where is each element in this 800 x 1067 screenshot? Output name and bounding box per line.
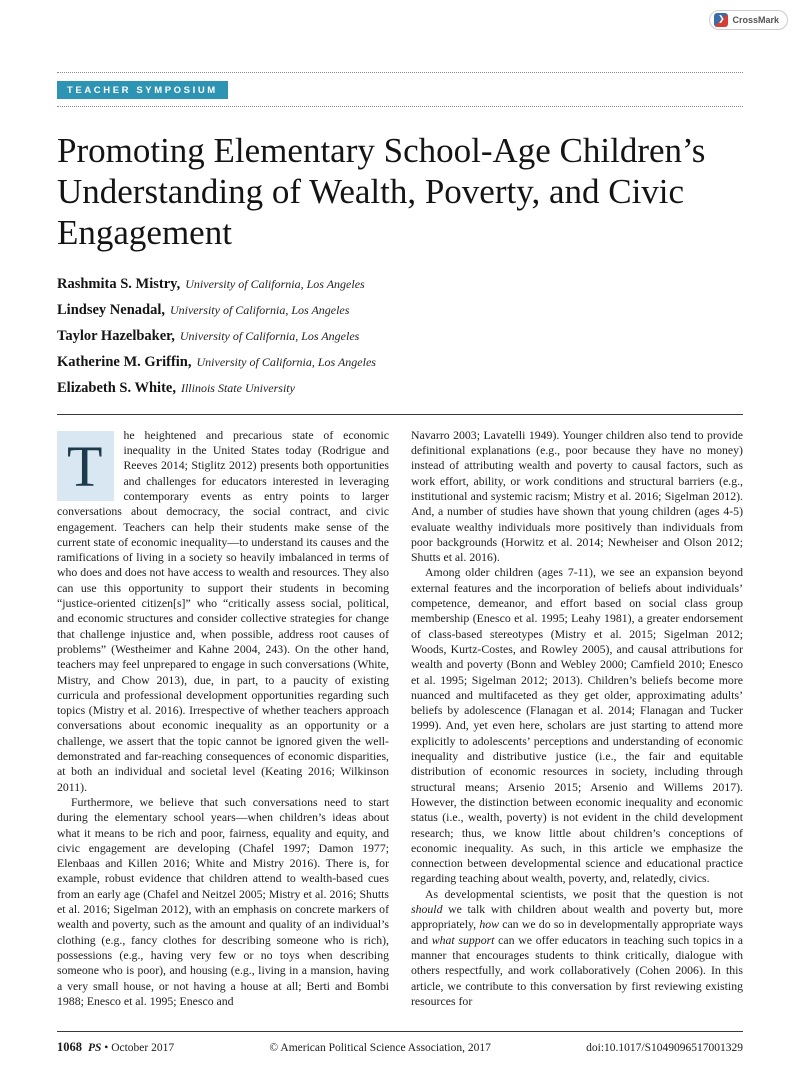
kicker-section — [57, 72, 743, 107]
right-paragraph-1: Navarro 2003; Lavatelli 1949). Younger children also tend to provide definitional explanations (e.g., poor because they have no money) instead of attributing wealth and poverty to causal factors, such as work effort, ability, or work conditions and structural barriers (e.g., institutional and systemic racism; Mistry et al. 2016; Sigelman 2012). And, a number of studies have shown that young children (ages 4-5) evaluate wealthy individuals more positively than individuals from poor backgrounds (Horwitz et al. 2014; Newheiser and Olson 2012; Shutts et al. 2016). — [411, 427, 743, 565]
author-row — [57, 300, 743, 320]
drop-cap: T — [57, 431, 114, 501]
left-paragraph-2: Furthermore, we believe that such conversations need to start during the elementary school years—when children’s ideas about what it means to be rich and poor, fairness, equality and equity, and civic engagement are developing (Chafel 1997; Damon 1977; Elenbaas and Killen 2016; White and Mistry 2016). There is, for example, robust evidence that children attend to wealth-based cues from an early age (Chafel and Neitzel 2005; Mistry et al. 2016; Shutts et al. 2016; Sigelman 2012), with an emphasis on concrete markers of wealth and poverty, such as the amount and quality of an individual’s clothing (e.g., fancy clothes for describing someone who is rich), possessions (e.g., having very few or no toys when describing someone who is poor), and housing (e.g., living in a mansion, having a very small house, or not having a house at all; Berti and Bombi 1988; Enesco et al. 1995; Enesco and — [57, 794, 389, 1008]
author-affiliation: University of California, Los Angeles — [196, 354, 376, 369]
right-paragraph-3 — [411, 887, 743, 1009]
author-name: Katherine M. Griffin, — [57, 353, 192, 370]
author-affiliation: University of California, Los Angeles — [179, 328, 360, 343]
author-affiliation: University of California, Los Angeles — [169, 302, 350, 317]
paragraph-text: can we do so in developmentally appropriate ways and — [411, 917, 743, 947]
author-row — [57, 352, 743, 372]
footer-copyright: © American Political Science Association, 2017 — [269, 1042, 491, 1054]
paragraph-text: can we offer educators in teaching such topics in a manner that encourages students to think critically, dialogue with others respectfully, and work collaboratively (Cohen 2006). In this article, we contribute to this conversation by first reviewing existing resources for — [411, 932, 743, 1008]
footer-left — [57, 1040, 174, 1055]
author-row — [57, 326, 743, 346]
left-paragraph-1 — [57, 428, 389, 795]
italic-text: how — [479, 917, 499, 932]
footer-page-number: 1068 — [57, 1040, 82, 1054]
crossmark-label: CrossMark — [732, 15, 779, 25]
section-badge: TEACHER SYMPOSIUM — [57, 81, 228, 99]
footer-journal-date: • October 2017 — [104, 1042, 175, 1054]
left-column — [57, 428, 389, 1009]
title-divider-rule — [57, 414, 743, 415]
author-row — [57, 274, 743, 294]
crossmark-icon — [714, 13, 728, 27]
footer-journal-abbrev: PS — [88, 1042, 102, 1054]
author-name: Lindsey Nenadal, — [57, 301, 165, 318]
author-name: Rashmita S. Mistry, — [57, 275, 181, 292]
author-name: Elizabeth S. White, — [57, 379, 176, 396]
crossmark-badge[interactable] — [709, 10, 788, 30]
author-affiliation: University of California, Los Angeles — [185, 276, 365, 291]
right-paragraph-2: Among older children (ages 7-11), we see an expansion beyond external features and the incorporation of beliefs about individuals’ competence, demeanor, and effort based on social class group membership (Enesco et al. 1995; Leahy 1981), a greater endorsement of class-based stereotypes (Mistry et al. 2015; Sigelman 2012; Woods, Kurtz-Costes, and Rowley 2005), and causal attributions for wealth and poverty (Bonn and Webley 2000; Camfield 2010; Enesco et al. 1995; Sigelman 2012; 2013). Children’s beliefs become more nuanced and multifaceted as they get older, approximating adults’ beliefs by adolescence (Flanagan et al. 2014; Flanagan and Tucker 1999). And, yet even here, scholars are just starting to attend more explicitly to adolescents’ perceptions and understanding of economic inequality and distributive justice (i.e., the fair and equitable distribution of economic resources in society, including through structural means; Arsenio 2015; Arsenio and Willems 2017). However, the distinction between economic inequality and economic status (i.e., wealth, poverty) is not evident in the child development research; thus, we know little about children’s conceptions of economic inequality. As such, in this article we emphasize the connection between developmental science and educational practice regarding teaching about wealth, poverty, and, relatedly, civics. — [411, 565, 743, 886]
right-column — [411, 428, 743, 1009]
author-row — [57, 378, 743, 398]
paragraph-text: he heightened and precarious state of economic inequality in the United States today (Rodrigue and Reeves 2014; Stiglitz 2012) presents both opportunities and challenges for educators interested in leveraging contemporary events as entry points to larger conversations about democracy, the social contract, and civic engagement. Teachers can help their students make sense of the current state of economic inequality—to understand its causes and the ramifications of living in a society so heavily imbalanced in terms of who does and does not have access to wealth and resources. They also can use this opportunity to support their students in becoming “justice-oriented citizen[s]” who “critically assess social, political, and economic structures and consider collective strategies for change that challenge injustice and, when possible, address root causes of problems” (Westheimer and Kahne 2004, 243). On the other hand, teachers may feel unprepared to engage in such conversations (White, Mistry, and Chow 2013), due, in part, to a paucity of existing curricula and professional development opportunities regarding such topics (Mistry et al. 2016). Irrespective of whether teachers approach conversations about economic inequality as an opportunity or a challenge, we assert that the topic cannot be ignored given the well-demonstrated and far-reaching consequences of economic disparities, at both an individual and societal level (Keating 2016; Wilkinson 2011). — [57, 427, 389, 794]
page-footer — [57, 1031, 743, 1055]
italic-text: should — [411, 902, 443, 917]
paragraph-text: we talk with children about wealth and poverty but, more appropriately, — [411, 902, 743, 932]
footer-journal — [88, 1042, 174, 1054]
kicker-bottom-dotted-rule — [57, 106, 743, 107]
author-name: Taylor Hazelbaker, — [57, 327, 175, 344]
article-title: Promoting Elementary School-Age Children’s Understanding of Wealth, Poverty, and Civic Engagement — [57, 131, 706, 252]
italic-text: what support — [431, 932, 495, 947]
paragraph-text: As developmental scientists, we posit that the question is not — [425, 886, 743, 901]
author-affiliation: Illinois State University — [180, 380, 295, 395]
authors-block — [57, 274, 743, 398]
footer-doi: doi:10.1017/S1049096517001329 — [586, 1042, 743, 1054]
article-body — [57, 428, 743, 1009]
